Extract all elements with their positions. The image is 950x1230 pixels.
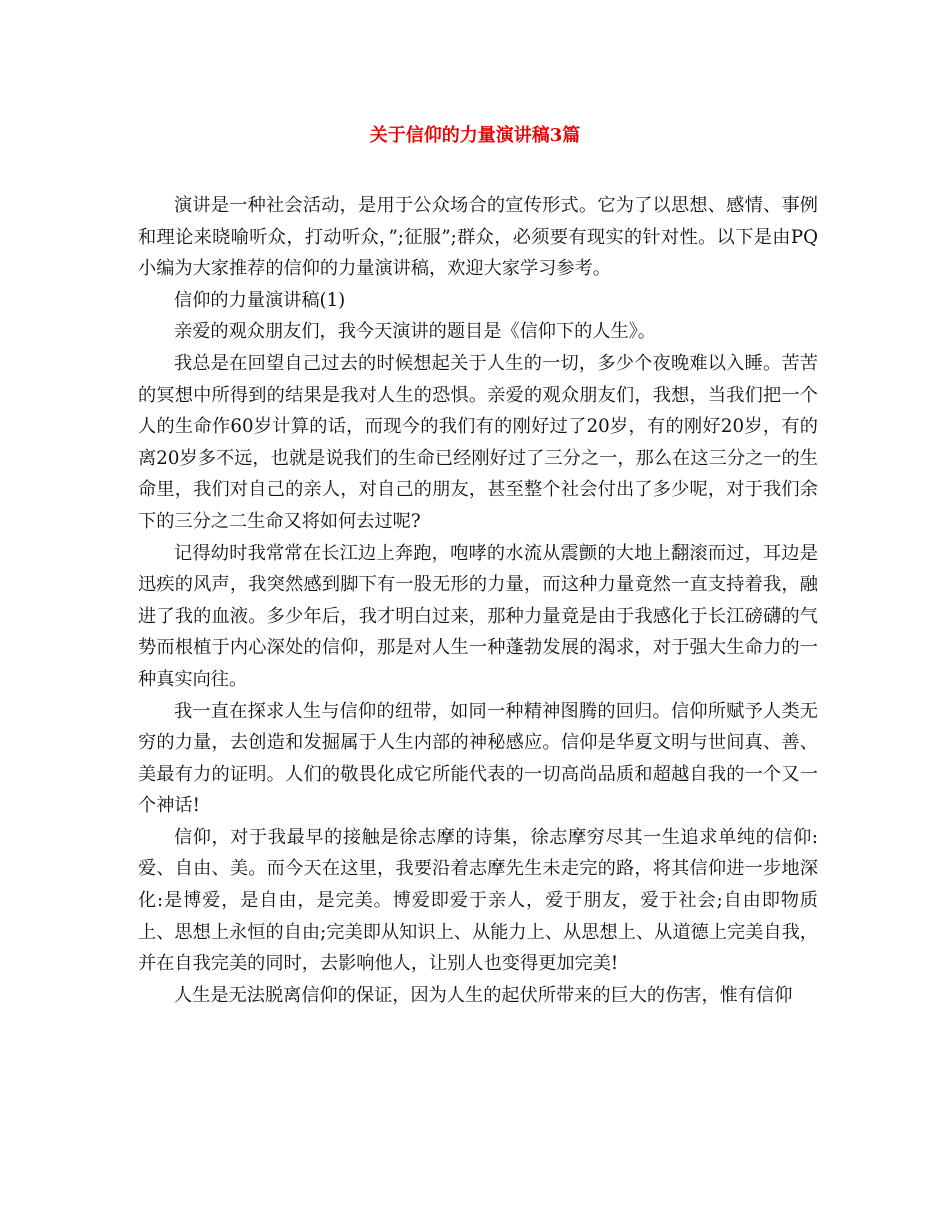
paragraph-greeting: 亲爱的观众朋友们，我今天演讲的题目是《信仰下的人生》。 <box>174 321 656 343</box>
paragraph: 信仰，对于我最早的接触是徐志摩的诗集，徐志摩穷尽其一生追求单纯的信仰:爱、自由、美。而今天在这里，我要沿着志摩先生未走完的路，将其信仰进一步地深化:是博爱，是自由，是完美。博爱即爱于亲人，爱于朋友，爱于社会;自由即物质上、思想上永恒的自由;完美即从知识上、从能力上、从思想上、从道德上完美自我，并在自我完美的同时，去影响他人，让别人也变得更加完美! <box>138 826 818 975</box>
paragraph: 记得幼时我常常在长江边上奔跑，咆哮的水流从震颤的大地上翻滚而过，耳边是迅疾的风声，我突然感到脚下有一股无形的力量，而这种力量竟然一直支持着我，融进了我的血液。多少年后，我才明白过来，那种力量竟是由于我感化于长江磅礴的气势而根植于内心深处的信仰，那是对人生一种蓬勃发展的渴求，对于强大生命力的一种真实向往。 <box>138 542 818 690</box>
document-body <box>138 190 818 1011</box>
document-title: 关于信仰的力量演讲稿3篇 <box>369 125 581 146</box>
paragraph: 人生是无法脱离信仰的保证，因为人生的起伏所带来的巨大的伤害，惟有信仰 <box>174 984 793 1006</box>
paragraph: 我一直在探求人生与信仰的纽带，如同一种精神图腾的回归。信仰所赋予人类无穷的力量，去创造和发掘属于人生内部的神秘感应。信仰是华夏文明与世间真、善、美最有力的证明。人们的敬畏化成它所能代表的一切高尚品质和超越自我的一个又一个神话! <box>138 700 818 817</box>
paragraph-section-heading: 信仰的力量演讲稿(1) <box>174 289 346 311</box>
paragraph: 我总是在回望自己过去的时候想起关于人生的一切，多少个夜晚难以入睡。苦苦的冥想中所得到的结果是我对人生的恐惧。亲爱的观众朋友们，我想，当我们把一个人的生命作60岁计算的话，而现今的我们有的刚好过了20岁，有的刚好20岁，有的离20岁多不远，也就是说我们的生命已经刚好过了三分之一，那么在这三分之一的生命里，我们对自己的亲人，对自己的朋友，甚至整个社会付出了多少呢，对于我们余下的三分之二生命又将如何去过呢? <box>138 352 818 532</box>
paragraph-intro: 演讲是一种社会活动，是用于公众场合的宣传形式。它为了以思想、感情、事例和理论来晓喻听众，打动听众，”;征服”;群众，必须要有现实的针对性。以下是由PQ小编为大家推荐的信仰的力量演讲稿，欢迎大家学习参考。 <box>138 195 818 280</box>
